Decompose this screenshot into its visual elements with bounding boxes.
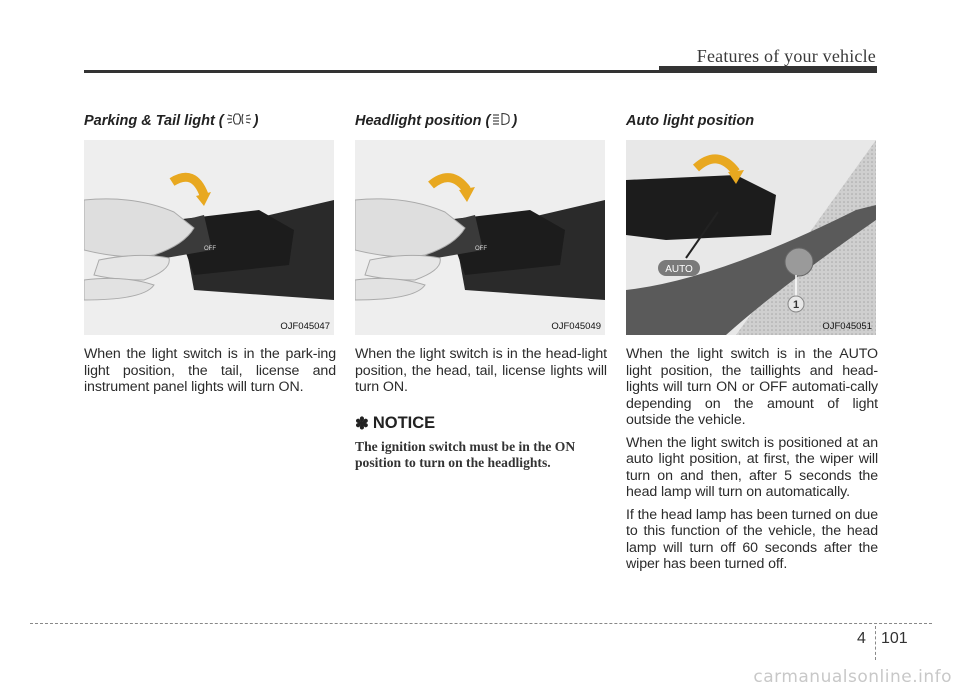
running-header: Features of your vehicle bbox=[696, 46, 876, 66]
footer-divider bbox=[875, 626, 876, 660]
stalk-figure-headlight bbox=[355, 140, 605, 335]
section-auto-light-position bbox=[626, 111, 878, 579]
parking-light-icon bbox=[226, 112, 252, 130]
figure-code: OJF045049 bbox=[551, 321, 601, 332]
auto-label: AUTO bbox=[665, 264, 693, 275]
notice-star-icon: ✽ bbox=[355, 414, 369, 433]
section-body: When the light switch is in the AUTO light position, the taillights and head-lights will turn ON or OFF automati-cally depending on the amount of light outside the vehicle. When the light switch is positioned at an auto light position, at first, the wiper will turn on and then, after 5 seconds the head lamp will turn on automatically. If the head lamp has been turned on due to this function of the vehicle, the head lamp will turn off 60 seconds after the wiper has been turned off. bbox=[626, 346, 878, 572]
notice-heading: ✽ NOTICE bbox=[355, 414, 436, 433]
section-heading: Auto light position bbox=[626, 113, 755, 129]
figure-code: OJF045047 bbox=[280, 321, 330, 332]
chapter-number: 4 bbox=[857, 630, 866, 647]
footer-rule bbox=[30, 623, 932, 624]
stalk-figure-parking bbox=[84, 140, 334, 335]
watermark: carmanualsonline.info bbox=[753, 667, 952, 687]
page-number: 101 bbox=[881, 630, 908, 647]
stalk-figure-auto bbox=[626, 140, 876, 335]
stalk-off-label: OFF bbox=[204, 246, 216, 252]
section-body: When the light switch is in the head-light position, the head, tail, license lights will turn ON. bbox=[355, 346, 607, 395]
stalk-off-label: OFF bbox=[475, 246, 487, 252]
section-heading: Headlight position ( ) bbox=[355, 113, 518, 129]
section-parking-tail-light bbox=[84, 111, 336, 402]
section-body: When the light switch is in the park-ing light position, the tail, license and instrument panel lights will turn ON. bbox=[84, 346, 336, 395]
notice-text: The ignition switch must be in the ON position to turn on the headlights. bbox=[355, 438, 576, 470]
section-headlight-position bbox=[355, 111, 607, 472]
headlight-icon bbox=[492, 112, 510, 130]
section-heading: Parking & Tail light ( ) bbox=[84, 113, 259, 129]
callout-number: 1 bbox=[792, 299, 800, 311]
figure-code: OJF045051 bbox=[822, 321, 872, 332]
header-rule-accent bbox=[659, 66, 877, 73]
